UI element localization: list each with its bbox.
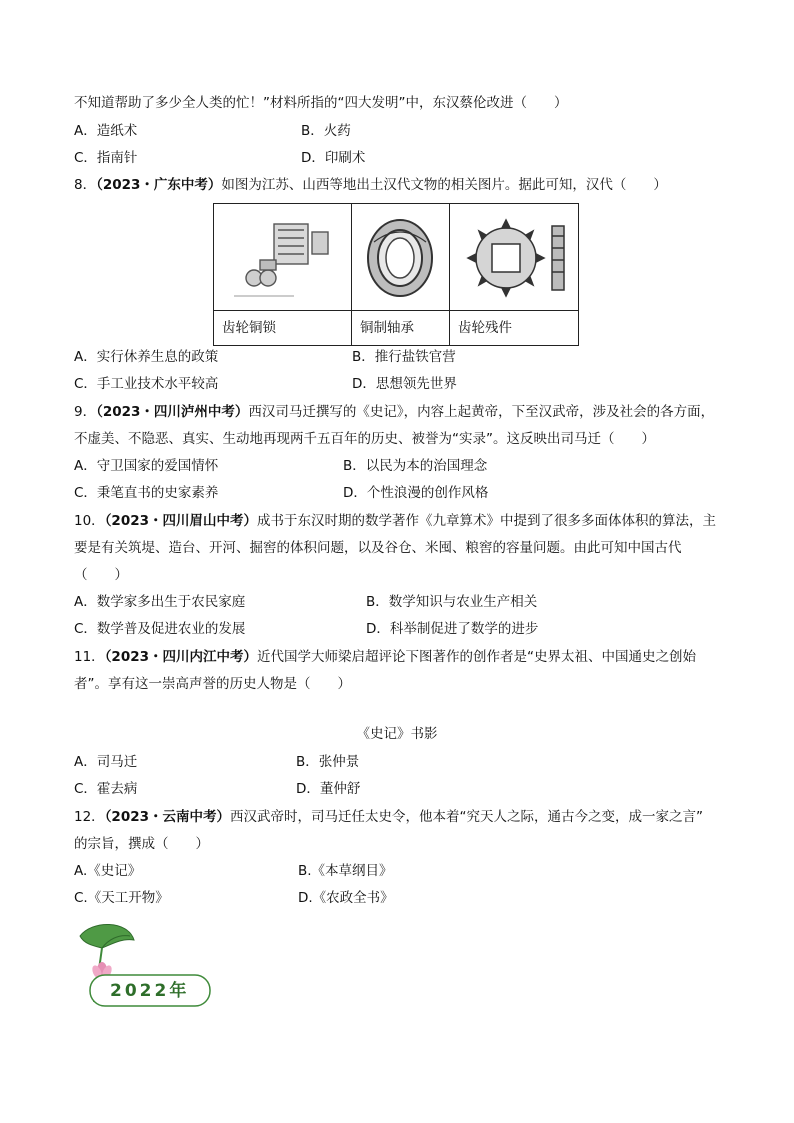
bronze-bearing-image — [364, 212, 436, 300]
q9-option-a: A．守卫国家的爱国情怀 — [74, 458, 219, 474]
q11-figure-caption: 《史记》书影 — [356, 726, 438, 742]
q12-option-d: D.《农政全书》 — [298, 890, 394, 906]
gear-bronze-lock-image — [234, 218, 338, 298]
q8-option-c: C．手工业技术水平较高 — [74, 376, 219, 392]
figure-caption-bearing: 铜制轴承 — [360, 320, 414, 336]
q11-option-d: D．董仲舒 — [296, 781, 361, 797]
q8-figure-table — [213, 203, 579, 346]
figure-caption-gear-lock: 齿轮铜锁 — [222, 320, 276, 336]
q10-option-a: A．数学家多出生于农民家庭 — [74, 594, 246, 610]
q12-option-b: B.《本草纲目》 — [298, 863, 393, 879]
q12-option-a: A.《史记》 — [74, 863, 142, 879]
q8-option-a: A．实行休养生息的政策 — [74, 349, 219, 365]
q8-option-b: B．推行盐铁官营 — [352, 349, 456, 365]
q10-stem-line2: 要是有关筑堤、造台、开河、掘窖的体积问题，以及谷仓、米囤、粮窖的容量问题。由此可知中国古代 — [74, 540, 682, 556]
q9-source: （2023・四川泸州中考） — [96, 404, 249, 420]
q8-stem: 如图为江苏、山西等地出土汉代文物的相关图片。据此可知，汉代（ ） — [221, 177, 667, 193]
q12-number: 12． — [74, 809, 105, 825]
q11-stem: 近代国学大师梁启超评论下图著作的创作者是“史界太祖、中国通史之创始 — [257, 649, 697, 665]
q11-stem-line2: 者”。享有这一崇高声誉的历史人物是（ ） — [74, 676, 351, 692]
q9-option-d: D．个性浪漫的创作风格 — [343, 485, 489, 501]
q10-stem-line3: （ ） — [74, 567, 128, 583]
q11-number: 11． — [74, 649, 105, 665]
q8-stem-line — [74, 175, 667, 195]
figure-caption-gear-fragment: 齿轮残件 — [458, 320, 512, 336]
section-badge — [72, 922, 217, 1012]
q9-option-c: C．秉笔直书的史家素养 — [74, 485, 219, 501]
q7-stem: 不知道帮助了多少全人类的忙！”材料所指的“四大发明”中，东汉蔡伦改进（ ） — [74, 95, 568, 111]
q11-stem-line1 — [74, 647, 696, 667]
q7-option-a: A．造纸术 — [74, 123, 138, 139]
q10-stem-line1 — [74, 511, 716, 531]
q8-option-d: D．思想领先世界 — [352, 376, 457, 392]
q12-stem-line1 — [74, 807, 703, 827]
q9-stem: 西汉司马迁撰写的《史记》，内容上起黄帝，下至汉武帝，涉及社会的各方面， — [248, 404, 715, 420]
section-badge-label: 2022年 — [110, 981, 190, 1001]
q10-option-d: D．科举制促进了数学的进步 — [366, 621, 539, 637]
q9-option-b: B．以民为本的治国理念 — [343, 458, 488, 474]
q9-number: 9． — [74, 404, 97, 420]
q11-option-c: C．霍去病 — [74, 781, 138, 797]
q12-stem-line2: 的宗旨，撰成（ ） — [74, 836, 209, 852]
q8-number: 8． — [74, 177, 97, 193]
q12-source: （2023・云南中考） — [104, 809, 231, 825]
q10-source: （2023・四川眉山中考） — [104, 513, 258, 529]
q9-stem-line2: 不虚美、不隐恶、真实、生动地再现两千五百年的历史、被誉为“实录”。这反映出司马迁（ ） — [74, 431, 655, 447]
q7-option-c: C．指南针 — [74, 150, 138, 166]
q10-option-c: C．数学普及促进农业的发展 — [74, 621, 246, 637]
q8-source: （2023・广东中考） — [96, 177, 222, 193]
q9-stem-line1 — [74, 402, 714, 422]
q12-stem: 西汉武帝时，司马迁任太史令，他本着“究天人之际，通古今之变，成一家之言” — [230, 809, 704, 825]
q10-option-b: B．数学知识与农业生产相关 — [366, 594, 538, 610]
q10-stem: 成书于东汉时期的数学著作《九章算术》中提到了很多多面体体积的算法，主 — [257, 513, 717, 529]
gear-fragments-image — [464, 212, 574, 302]
q7-option-d: D．印刷术 — [301, 150, 366, 166]
q12-option-c: C.《天工开物》 — [74, 890, 169, 906]
q11-option-b: B．张仲景 — [296, 754, 360, 770]
q11-option-a: A．司马迁 — [74, 754, 138, 770]
q11-source: （2023・四川内江中考） — [104, 649, 258, 665]
q7-option-b: B．火药 — [301, 123, 351, 139]
q10-number: 10． — [74, 513, 105, 529]
